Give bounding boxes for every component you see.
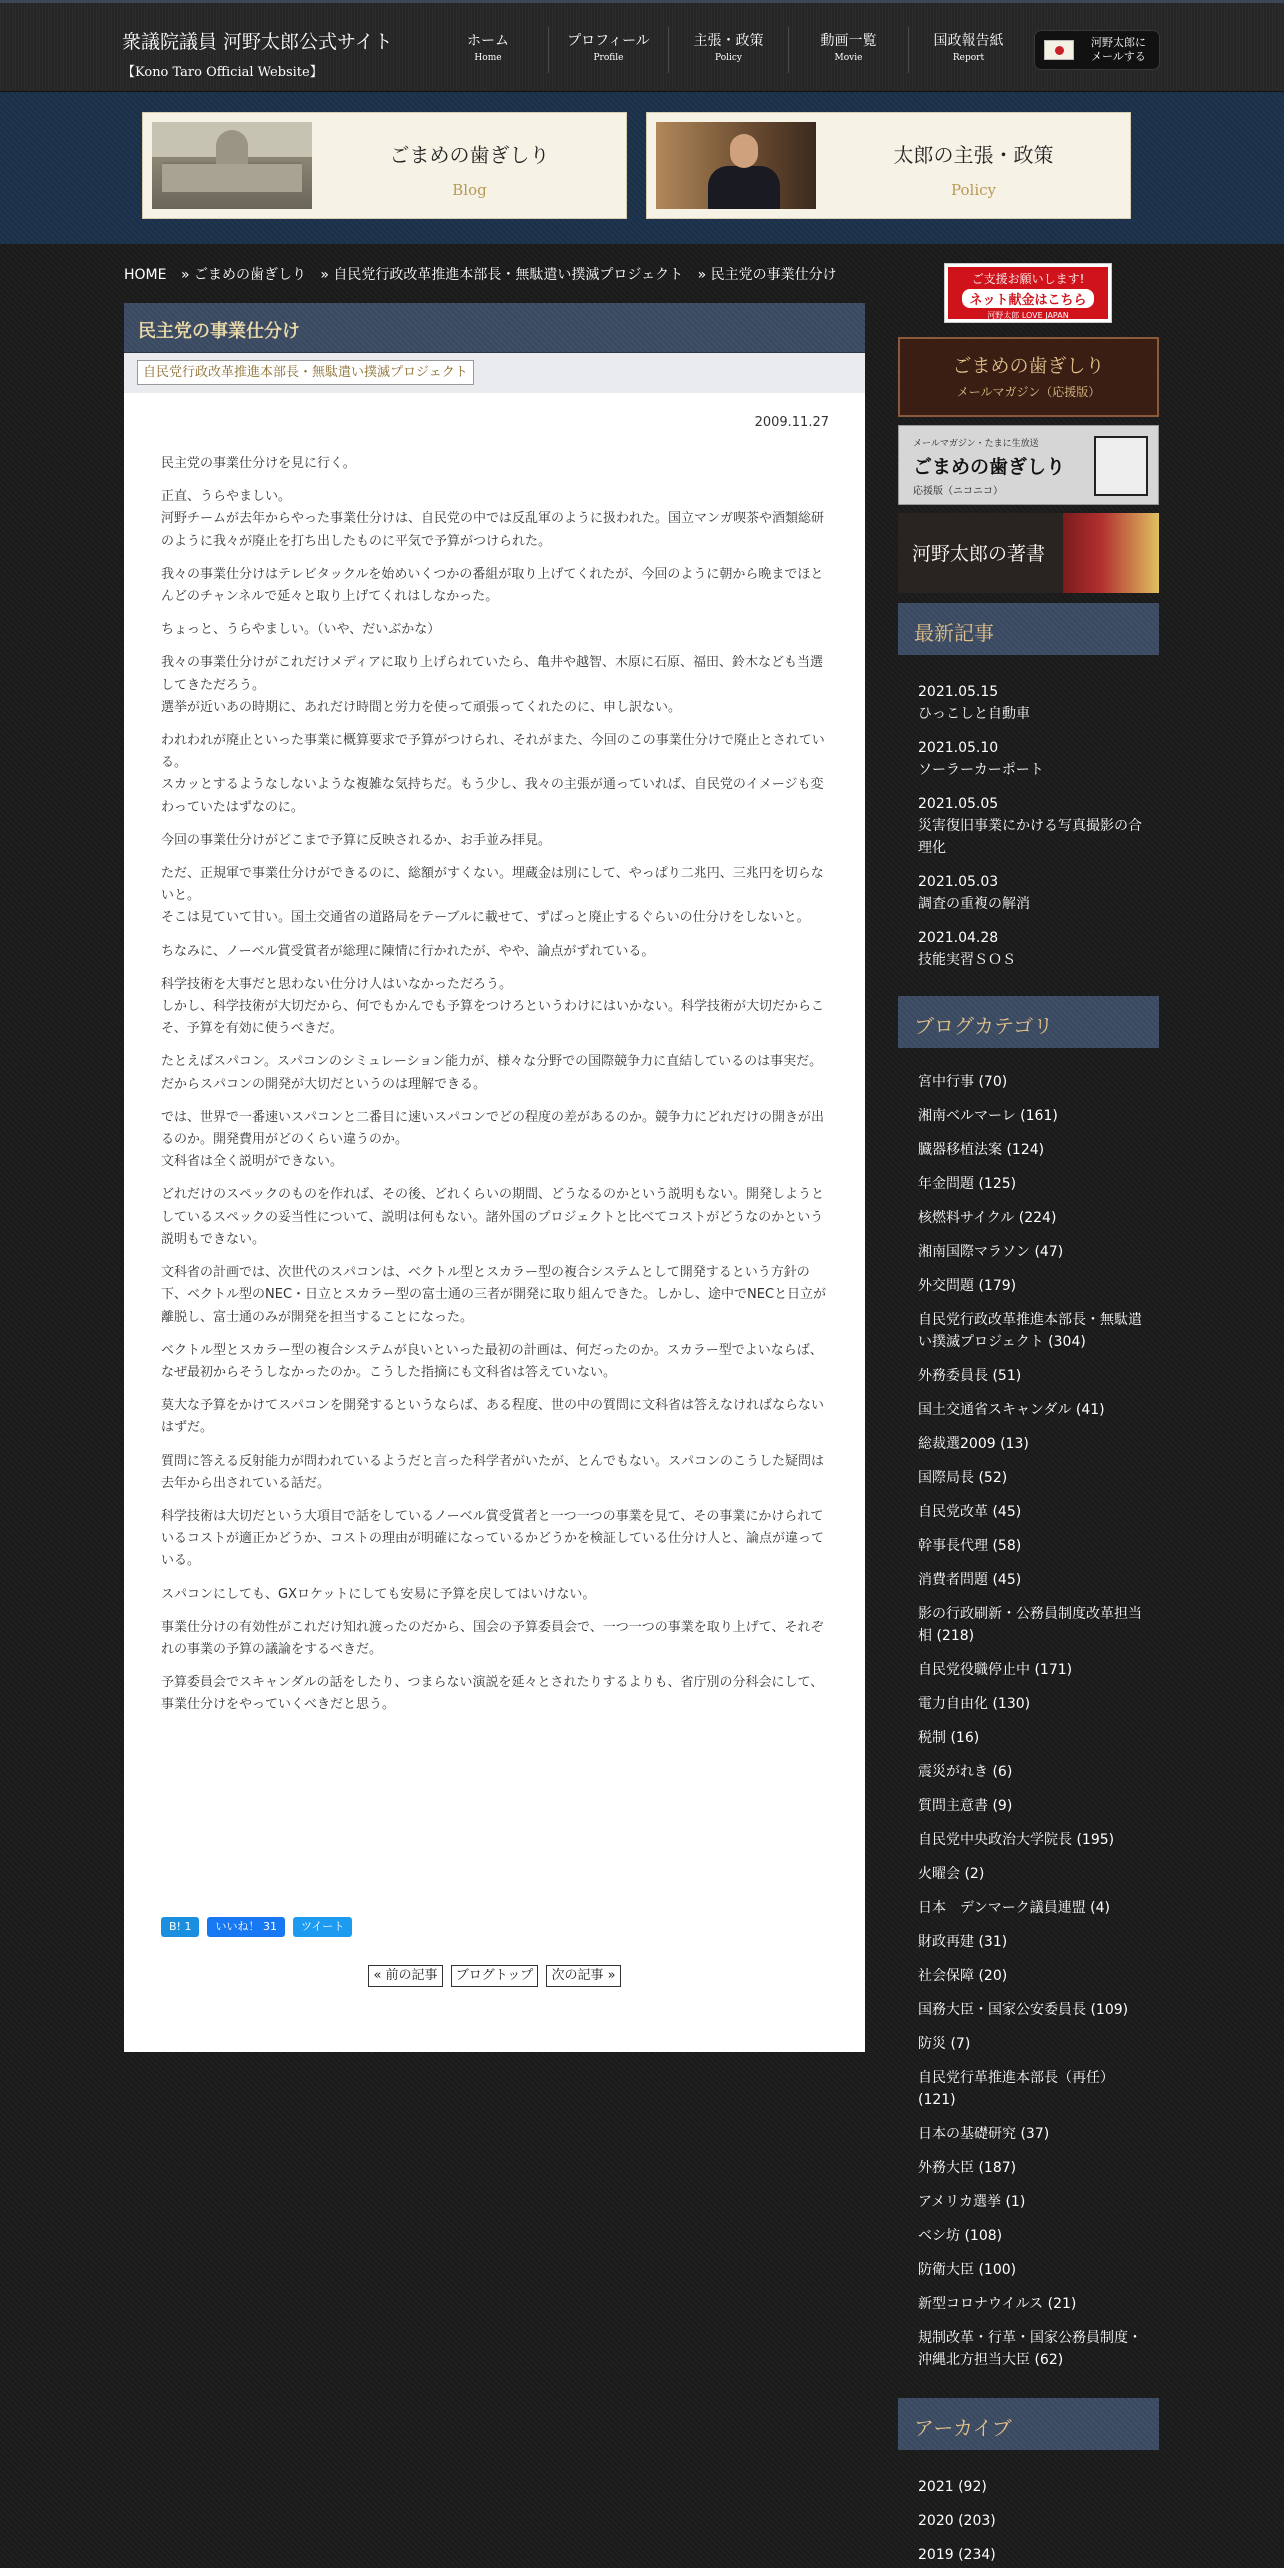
category-item[interactable]: 防衛大臣 (100) bbox=[918, 2262, 1017, 2278]
category-item[interactable]: 社会保障 (20) bbox=[918, 1968, 1008, 1984]
category-item[interactable]: 財政再建 (31) bbox=[918, 1934, 1008, 1950]
recent-post-title: 調査の重複の解消 bbox=[918, 896, 1030, 912]
niconico-line-1: メールマガジン・たまに生放送 bbox=[913, 439, 1039, 449]
post-paragraph: 正直、うらやましい。 河野チームが去年からやった事業仕分けは、自民党の中では反乱軍のように扱われた。国立マンガ喫茶や酒類総研のように我々が廃止を打ち出したものに平気で予算がつけられた。 bbox=[161, 489, 825, 549]
archive-item[interactable]: 2019 (234) bbox=[918, 2547, 996, 2563]
post-paragraph: 科学技術を大事だと思わない仕分け人はいなかっただろう。 しかし、科学技術が大切だから、何でもかんでも予算をつけろというわけにはいかない。科学技術が大切だからこそ、予算を有効に使うべきだ。 bbox=[161, 976, 825, 1037]
post-title-bar bbox=[124, 303, 865, 353]
niconico-line-2: ごまめの歯ぎしり bbox=[913, 456, 1066, 478]
nav-policy[interactable] bbox=[668, 27, 788, 73]
site-subtitle: 【Kono Taro Official Website】 bbox=[122, 65, 323, 80]
japan-flag-icon bbox=[1044, 40, 1074, 60]
breadcrumb-blog[interactable]: » ごまめの歯ぎしり bbox=[180, 267, 306, 283]
site-header bbox=[0, 0, 1284, 92]
post-paragraph: たとえばスパコン。スパコンのシミュレーション能力が、様々な分野での国際競争力に直結しているのは事実だ。 だからスパコンの開発が大切だというのは理解できる。 bbox=[161, 1054, 823, 1092]
category-item[interactable]: 湘南ベルマーレ (161) bbox=[918, 1108, 1058, 1124]
category-item[interactable]: 外交問題 (179) bbox=[918, 1278, 1017, 1294]
post-paragraph: ベクトル型とスカラー型の複合システムが良いといった最初の計画は、何だったのか。スカラー型でよいならば、なぜ最初からそうしなかったのか。こうした指摘にも文科省は答えていない。 bbox=[161, 1342, 823, 1380]
category-item[interactable]: 税制 (16) bbox=[918, 1730, 980, 1746]
mail-line-1: 河野太郎に bbox=[1091, 36, 1146, 49]
donation-banner[interactable] bbox=[944, 263, 1112, 323]
category-item[interactable]: 新型コロナウイルス (21) bbox=[918, 2296, 1077, 2312]
recent-post-date: 2021.05.10 bbox=[918, 740, 999, 756]
archive-item[interactable]: 2021 (92) bbox=[918, 2479, 987, 2495]
category-item[interactable]: 自民党行革推進本部長（再任） (121) bbox=[918, 2070, 1114, 2108]
category-item[interactable]: 火曜会 (2) bbox=[918, 1866, 985, 1882]
nav-label: プロフィール bbox=[567, 33, 650, 49]
book-cover-image bbox=[1063, 513, 1159, 593]
share-buttons bbox=[161, 1917, 352, 1937]
post-paragraph: 科学技術は大切だという大項目で話をしているノーベル賞受賞者と一つ一つの事業を見て、その事業にかけられているコストが適正かどうか、コストの理由が明確になっているかどうかを検証している仕分け人と、論点が違っている。 bbox=[161, 1508, 825, 1569]
category-item[interactable]: 国土交通省スキャンダル (41) bbox=[918, 1402, 1105, 1418]
donation-line-2: ネット献金はこちら bbox=[962, 289, 1094, 308]
category-item[interactable]: 湘南国際マラソン (47) bbox=[918, 1244, 1064, 1260]
nav-sublabel: Policy bbox=[715, 53, 742, 63]
category-item[interactable]: 防災 (7) bbox=[918, 2036, 971, 2052]
recent-post-title: 技能実習ＳＯＳ bbox=[918, 952, 1016, 968]
post-paragraph: 質問に答える反射能力が問われているようだと言った科学者がいたが、とんでもない。スパコンのこうした疑問は去年から出されている話だ。 bbox=[161, 1453, 825, 1491]
breadcrumb-home[interactable]: HOME bbox=[124, 267, 167, 283]
breadcrumb bbox=[124, 264, 847, 284]
mail-line-2: メールする bbox=[1091, 50, 1146, 63]
archive-list bbox=[918, 2476, 1148, 2568]
nav-label: 国政報告紙 bbox=[933, 33, 1004, 49]
category-item[interactable]: 臓器移植法案 (124) bbox=[918, 1142, 1045, 1158]
category-item[interactable]: 消費者問題 (45) bbox=[918, 1572, 1022, 1588]
books-banner-title: 河野太郎の著書 bbox=[912, 543, 1046, 565]
niconico-banner[interactable] bbox=[898, 425, 1159, 505]
donation-banner-inner bbox=[948, 267, 1108, 319]
policy-banner-en: Policy bbox=[951, 181, 996, 199]
category-item[interactable]: 日本 デンマーク議員連盟 (4) bbox=[918, 1900, 1111, 1916]
portrait-image bbox=[656, 122, 816, 209]
category-item[interactable]: ベシ坊 (108) bbox=[918, 2228, 1003, 2244]
policy-banner[interactable] bbox=[646, 112, 1131, 219]
recent-post-title: ひっこしと自動車 bbox=[918, 706, 1030, 722]
category-item[interactable]: 幹事長代理 (58) bbox=[918, 1538, 1022, 1554]
recent-post-date: 2021.05.15 bbox=[918, 684, 999, 700]
post-body bbox=[161, 453, 829, 1728]
nav-label: 動画一覧 bbox=[820, 33, 877, 49]
post-paragraph: 莫大な予算をかけてスパコンを開発するというならば、ある程度、世の中の質問に文科省は答えなければならないはずだ。 bbox=[161, 1398, 825, 1436]
recent-post-date: 2021.05.03 bbox=[918, 874, 999, 890]
post-paragraph: 予算委員会でスキャンダルの話をしたり、つまらない演説を延々とされたりするよりも、省庁別の分科会にして、事業仕分けをやっていくべきだと思う。 bbox=[161, 1675, 824, 1713]
niconico-logo-icon bbox=[1094, 436, 1148, 496]
post-paragraph: スパコンにしても、GXロケットにしても安易に予算を戻してはいけない。 bbox=[161, 1586, 596, 1602]
post-paragraph: ちょっと、うらやましい。（いや、だいぶかな） bbox=[161, 622, 441, 638]
post-paragraph: 我々の事業仕分けはテレビタックルを始めいくつかの番組が取り上げてくれたが、今回のように朝から晩までほとんどのチャンネルで延々と取り上げてくれはしなかった。 bbox=[161, 566, 824, 605]
post-paragraph: われわれが廃止といった事業に概算要求で予算がつけられ、それがまた、今回のこの事業仕分けで廃止とされている。 スカッとするようなしないような複雑な気持ちだ。もう少し、我々の主張が通っていれば、自民党のイメージも変わっていたはずなのに。 bbox=[161, 733, 825, 815]
books-banner[interactable] bbox=[898, 513, 1159, 593]
category-item[interactable]: 国際局長 (52) bbox=[918, 1470, 1008, 1486]
mail-magazine-title: ごまめの歯ぎしり bbox=[952, 355, 1105, 377]
category-strip bbox=[124, 353, 865, 393]
recent-post-item[interactable] bbox=[918, 927, 1148, 971]
recent-post-date: 2021.04.28 bbox=[918, 930, 999, 946]
recent-post-title: 災害復旧事業にかける写真撮影の合理化 bbox=[918, 818, 1142, 856]
post-paragraph: 事業仕分けの有効性がこれだけ知れ渡ったのだから、国会の予算委員会で、一つ一つの事業を取り上げて、それぞれの事業の予算の議論をするべきだ。 bbox=[161, 1619, 824, 1657]
prev-post-button[interactable]: « 前の記事 bbox=[368, 1965, 442, 1987]
post-paragraph: 文科省の計画では、次世代のスパコンは、ベクトル型とスカラー型の複合システムとして開発するという方針の下、ベクトル型のNEC・日立とスカラー型の富士通の三者が開発に取り組んできた。しかし、途中でNECと日立が離脱し、富士通のみが開発を担当することになった。 bbox=[161, 1265, 827, 1325]
category-item[interactable]: 自民党改革 (45) bbox=[918, 1504, 1022, 1520]
donation-line-1: ご支援お願いします! bbox=[971, 272, 1085, 286]
category-item[interactable]: 宮中行事 (70) bbox=[918, 1074, 1008, 1090]
recent-post-item[interactable] bbox=[918, 737, 1148, 781]
nav-report[interactable] bbox=[908, 27, 1028, 73]
post-pager bbox=[124, 1965, 865, 1987]
breadcrumb-current: » 民主党の事業仕分け bbox=[697, 267, 837, 283]
nav-sublabel: Profile bbox=[593, 53, 624, 63]
recent-post-date: 2021.05.05 bbox=[918, 796, 999, 812]
recent-posts-list bbox=[918, 681, 1148, 983]
donation-line-3: 河野太郎 LOVE JAPAN bbox=[987, 311, 1069, 320]
post-paragraph: ちなみに、ノーベル賞受賞者が総理に陳情に行かれたが、やや、論点がずれている。 bbox=[161, 943, 655, 959]
category-item[interactable]: 外務委員長 (51) bbox=[918, 1368, 1022, 1384]
post-date: 2009.11.27 bbox=[754, 415, 829, 430]
category-item[interactable]: 総裁選2009 (13) bbox=[918, 1436, 1029, 1452]
category-item[interactable]: 日本の基礎研究 (37) bbox=[918, 2126, 1050, 2142]
site-title[interactable]: 衆議院議員 河野太郎公式サイト bbox=[122, 31, 393, 53]
post-article bbox=[124, 303, 865, 2052]
global-nav bbox=[428, 27, 1028, 73]
category-item[interactable]: 国務大臣・国家公安委員長 (109) bbox=[918, 2002, 1129, 2018]
recent-post-item[interactable] bbox=[918, 871, 1148, 915]
niconico-line-3: 応援版（ニコニコ） bbox=[913, 486, 1003, 497]
recent-post-item[interactable] bbox=[918, 793, 1148, 859]
post-category-tag[interactable]: 自民党行政改革推進本部長・無駄遣い撲滅プロジェクト bbox=[137, 360, 474, 385]
nav-sublabel: Movie bbox=[834, 53, 863, 63]
post-paragraph: どれだけのスペックのものを作れば、その後、どれくらいの期間、どうなるのかという説明もない。開発しようとしているスペックの妥当性について、説明は何もない。諸外国のプロジェクトと比べてコストがどうなのかという説明もできない。 bbox=[161, 1187, 825, 1247]
category-item[interactable]: 自民党役職停止中 (171) bbox=[918, 1662, 1073, 1678]
category-item[interactable]: 質問主意書 (9) bbox=[918, 1798, 1013, 1814]
category-item[interactable]: 影の行政刷新・公務員制度改革担当相 (218) bbox=[918, 1606, 1142, 1644]
category-item[interactable]: 核燃料サイクル (224) bbox=[918, 1210, 1057, 1226]
nav-label: 主張・政策 bbox=[693, 33, 764, 49]
category-item[interactable]: 外務大臣 (187) bbox=[918, 2160, 1017, 2176]
tweet-button[interactable]: ツイート bbox=[293, 1917, 352, 1937]
nav-movie[interactable] bbox=[788, 27, 908, 73]
nav-sublabel: Home bbox=[474, 53, 502, 63]
archive-heading: アーカイブ bbox=[898, 2398, 1159, 2450]
archive-item[interactable]: 2020 (203) bbox=[918, 2513, 996, 2529]
blog-category-list bbox=[918, 1071, 1148, 2383]
nav-label: ホーム bbox=[467, 33, 509, 49]
nav-home[interactable] bbox=[428, 27, 548, 73]
hatena-bookmark-button[interactable]: B! 1 bbox=[161, 1917, 199, 1937]
mail-magazine-sub: メールマガジン（応援版） bbox=[956, 385, 1101, 399]
blog-banner[interactable] bbox=[142, 112, 627, 219]
post-paragraph: では、世界で一番速いスパコンと二番目に速いスパコンでどの程度の差があるのか。競争力にどれだけの開きが出るのか。開発費用がどのくらい違うのか。 文科省は全く説明ができない。 bbox=[161, 1109, 825, 1170]
top-banner bbox=[0, 92, 1284, 244]
recent-post-item[interactable] bbox=[918, 681, 1148, 725]
mail-button-label bbox=[1091, 36, 1146, 64]
post-paragraph: 今回の事業仕分けがどこまで予算に反映されるか、お手並み拝見。 bbox=[161, 832, 552, 848]
post-paragraph: 我々の事業仕分けがこれだけメディアに取り上げられていたら、亀井や越智、木原に石原、福田、鈴木なども当選してきただろう。 選挙が近いあの時期に、あれだけ時間と労力を使って頑張ってくれたのに、申し訳ない。 bbox=[161, 655, 823, 715]
breadcrumb-category[interactable]: » 自民党行政改革推進本部長・無駄遣い撲滅プロジェクト bbox=[320, 267, 684, 283]
blog-banner-en: Blog bbox=[452, 181, 487, 199]
category-item[interactable]: 年金問題 (125) bbox=[918, 1176, 1017, 1192]
category-item[interactable]: 自民党中央政治大学院長 (195) bbox=[918, 1832, 1115, 1848]
recent-post-title: ソーラーカーポート bbox=[918, 762, 1044, 778]
nav-sublabel: Report bbox=[952, 53, 985, 63]
category-item[interactable]: 規制改革・行革・国家公務員制度・沖縄北方担当大臣 (62) bbox=[918, 2330, 1142, 2368]
nav-profile[interactable] bbox=[548, 27, 668, 73]
category-item[interactable]: アメリカ選挙 (1) bbox=[918, 2194, 1026, 2210]
post-paragraph: 民主党の事業仕分けを見に行く。 bbox=[161, 456, 356, 471]
post-paragraph: ただ、正規軍で事業仕分けができるのに、総額がすくない。埋蔵金は別にして、やっぱり二兆円、三兆円を切らないと。 そこは見ていて甘い。国土交通省の道路局をテーブルに載せて、ずばっと廃止するぐらいの仕分けをしないと。 bbox=[161, 866, 824, 926]
post-title: 民主党の事業仕分け bbox=[138, 321, 300, 342]
category-item[interactable]: 震災がれき (6) bbox=[918, 1764, 1013, 1780]
mail-button[interactable] bbox=[1034, 30, 1160, 70]
mail-magazine-banner[interactable] bbox=[898, 337, 1159, 417]
blog-category-heading: ブログカテゴリ bbox=[898, 996, 1159, 1048]
recent-posts-heading: 最新記事 bbox=[898, 603, 1159, 655]
category-item[interactable]: 電力自由化 (130) bbox=[918, 1696, 1031, 1712]
blog-banner-title: ごまめの歯ぎしり bbox=[389, 143, 550, 167]
diet-building-image bbox=[152, 122, 312, 209]
blog-top-button[interactable]: ブログトップ bbox=[451, 1965, 539, 1987]
category-item[interactable]: 自民党行政改革推進本部長・無駄遣い撲滅プロジェクト (304) bbox=[918, 1312, 1142, 1350]
next-post-button[interactable]: 次の記事 » bbox=[546, 1965, 620, 1987]
policy-banner-title: 太郎の主張・政策 bbox=[893, 143, 1054, 167]
facebook-like-button[interactable]: いいね！ 31 bbox=[207, 1917, 285, 1937]
